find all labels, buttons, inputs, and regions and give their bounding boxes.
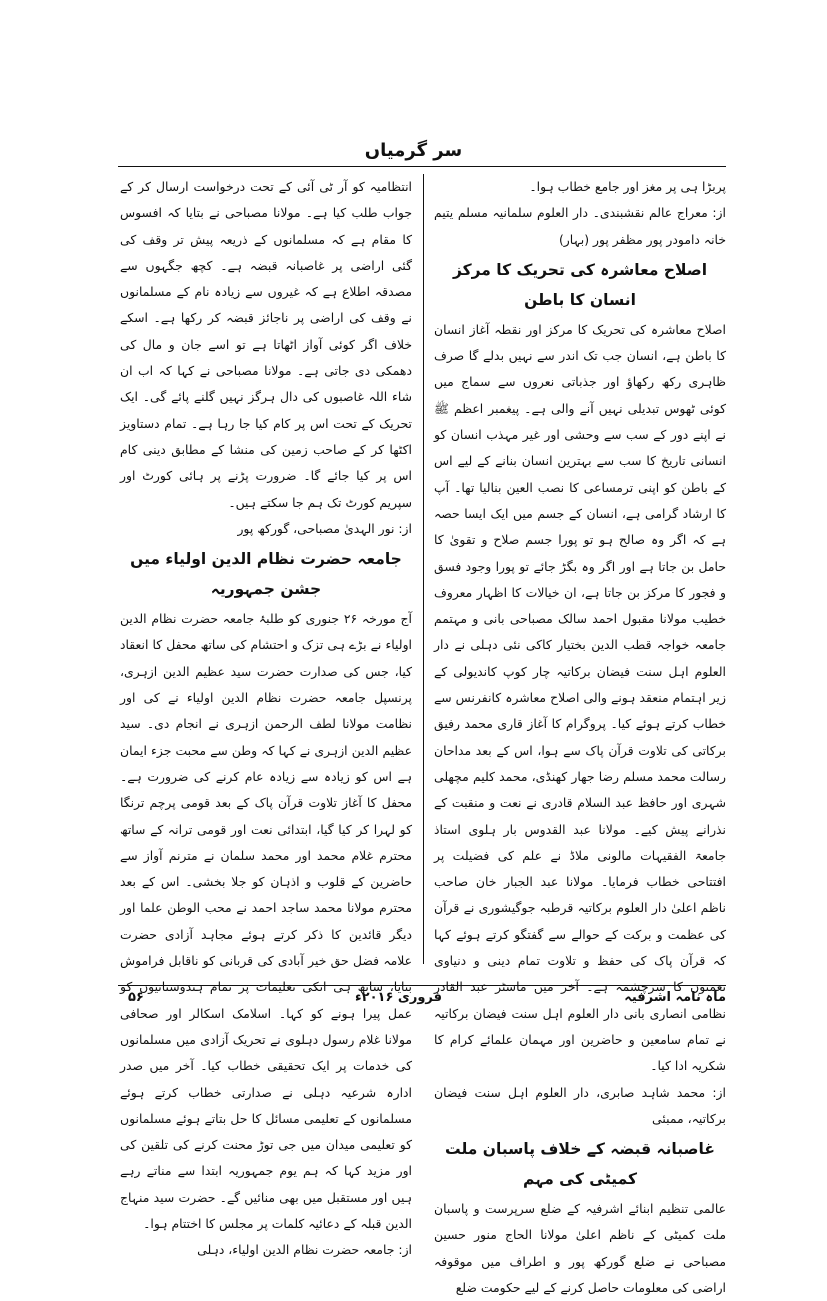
- article3-credit: از: جامعہ حضرت نظام الدین اولیاء، دہلی: [197, 1242, 412, 1258]
- continued-credit: از: نور الہدیٰ مصباحی، گورکھ پور: [237, 520, 412, 536]
- intro-line: پربڑا ہی پر مغز اور جامع خطاب ہوا۔: [529, 179, 726, 194]
- column-divider: [423, 174, 424, 964]
- article3-body: آج مورخہ ۲۶ جنوری کو طلبۂ جامعہ حضرت نظام الدین اولیاء نے بڑے ہی تزک و احتشام کی ساتھ محفل کا انعقاد کیا، جس کی صدارت حضرت سید عظیم الدین ازہری، پرنسپل جامعہ حضرت نظام الدین اولیاء نے کی اور نظامت مولانا لطف الرحمن ازہری نے انجام دی۔ سید عظیم الدین ازہری نے کہا کہ وطن سے محبت جزء ایمان ہے اس کو زیادہ سے زیادہ عام کرنے کی ضرورت ہے۔ محفل کا آغاز تلاوت قرآن پاک کے بعد قومی پرچم ترنگا کو لہرا کر کیا گیا، ابتدائی نعت اور قومی ترانہ کے ساتھ محترم غلام محمد اور محمد سلمان نے مترنم آواز سے حاضرین کے قلوب و اذہان کو جلا بخشی۔ اس کے بعد محترم مولانا محمد ساجد احمد نے محب الوطن علما اور دیگر قائدین کا ذکر کرتے ہوئے مجاہد آزادی حضرت علامہ فضل حق خیر آبادی کی قربانی کو ناقابل فراموش بتایا، ساتھ ہی انکی تعلیمات پر تمام ہندوستانیوں کو عمل پیرا ہونے کو کہا۔ اسلامک اسکالر اور صحافی مولانا غلام رسول دہلوی نے تحریک آزادی میں مسلمانوں کی خدمات پر ایک تحقیقی خطاب کیا۔ آخر میں صدر ادارہ شرعیہ دہلی نے صدارتی خطاب کرتے ہوئے مسلمانوں کے تعلیمی مسائل کا حل بتاتے ہوئے مسلمانوں کو تعلیمی میدان میں جی توڑ محنت کرنے کی تلقین کی اور مزید کہا کہ ہم یوم جمہوریہ ابتدا سے مناتے رہے ہیں اور مستقبل میں بھی منائیں گے۔ حضرت سید منہاج الدین قبلہ کے دعائیہ کلمات پر مجلس کا اختتام ہوا۔: [120, 611, 412, 1231]
- continued-text: انتظامیہ کو آر ٹی آئی کے تحت درخواست ارسال کر کے جواب طلب کیا ہے۔ مولانا مصباحی نے بتایا کہ افسوس کا مقام ہے کہ مسلمانوں کے ذریعہ پیش تر وقف کی گئی اراضی پر غاصبانہ قبضہ ہے۔ کچھ جگہوں سے مصدقہ اطلاع ہے کہ غیروں سے زیادہ نام کے مسلمانوں نے وقف کی اراضی پر ناجائز قبضہ کر رکھا ہے۔ اسکے خلاف اگر کوئی آواز اٹھاتا ہے تو اسے جان و مال کی دھمکی دی جاتی ہے۔ مولانا مصباحی نے کہا کہ اب ان شاء اللہ غاصبوں کی دال ہرگز نہیں گلنے پائے گی۔ ایک تحریک کے تحت اس پر کام کیا جا رہا ہے۔ تمام دستاویز اکٹھا کر کے صاحب زمین کی منشا کے مطابق دینی کام اس پر کیا جائے گا۔ ضرورت پڑنے پر ہائی کورٹ اور سپریم کورٹ تک ہم جا سکتے ہیں۔: [120, 179, 412, 510]
- article1-credit: از: محمد شاہد صابری، دار العلوم اہل سنت فیضان برکاتیہ، ممبئی: [434, 1084, 726, 1126]
- footer-divider: [118, 985, 726, 986]
- header-divider: [118, 166, 726, 167]
- magazine-name: ماہ نامہ اشرفیہ: [624, 990, 726, 1005]
- article2-body: عالمی تنظیم ابنائے اشرفیہ کے ضلع سرپرست و پاسبان ملت کمیٹی کے ناظم اعلیٰ مولانا الحاج منور حسین مصباحی نے ضلع گورکھ پور و اطراف میں موقوفہ اراضی کی معلومات حاصل کرنے کے لیے حکومت ضلع: [434, 1201, 726, 1295]
- page-title: سر گرمیاں: [364, 140, 463, 161]
- article1-body: اصلاح معاشرہ کی تحریک کا مرکز اور نقطہ آغاز انسان کا باطن ہے، انسان جب تک اندر سے نہیں بدلے گا صرف ظاہری رکھ رکھاؤ اور جذباتی نعروں سے سماج میں کوئی ٹھوس تبدیلی نہیں آنے والی ہے۔ پیغمبر اعظم ﷺ نے اپنے دور کے سب سے وحشی اور غیر مہذب انسان کو انسانی تاریخ کا سب سے بہترین انسان بنانے کے لیے اس کے باطن کو اپنی ترمساعی کا نصب العین بنالیا تھا۔ آپ کا ارشاد گرامی ہے، انسان کے جسم میں ایک ایسا حصہ ہے کہ اگر وہ صالح ہو تو پورا جسم صلاح و تقویٰ کا حامل بن جاتا ہے اور اگر وہ بگڑ جائے تو پورا وجود فسق و فجور کا مرکز بن جاتا ہے، ان خیالات کا اظہار معروف خطیب مولانا مقبول احمد سالک مصباحی بانی و مہتمم جامعہ خواجہ قطب الدین بختیار کاکی نئی دہلی نے دار العلوم اہل سنت فیضان برکاتیہ چار کوپ کاندیولی کے زیر اہتمام منعقد ہونے والی اصلاح معاشرہ کانفرنس سے خطاب کرتے ہوئے کیا۔ پروگرام کا آغاز قاری محمد رفیق برکاتی کی تلاوت قرآن پاک سے ہوا، اس کے بعد مداحان رسالت محمد مسلم رضا جھار کھنڈی، محمد کلیم مچھلی شہری اور حافظ عبد السلام قادری نے نعت و منقبت کے نذرانے پیش کیے۔ مولانا عبد القدوس بار ہلوی استاذ جامعۃ الفقیہات مالونی ملاڈ نے علم کی فضیلت پر افتتاحی خطاب فرمایا۔ مولانا عبد الجبار خان صاحب ناظم اعلیٰ دار العلوم برکاتیہ قرطبہ جوگیشوری نے قرآن کی عظمت و برکت کے حوالے سے گفتگو کرتے ہوئے کہا کہ قرآن پاک کی حفظ و تلاوت تمام دینی و دنیاوی نعمتوں کا سرچشمہ ہے۔ آخر میں ماسٹر عبد القادر نظامی انصاری بانی دار العلوم اہل سنت فیضان برکاتیہ نے تمام سامعین و حاضرین اور مہمان علمائے کرام کا شکریہ ادا کیا۔: [434, 321, 726, 1074]
- intro-credit: از: معراج عالم نقشبندی۔ دار العلوم سلمانیہ مسلم یتیم خانہ دامودر پور مظفر پور (بہار): [434, 205, 726, 247]
- page-number: ۵۶: [128, 990, 144, 1005]
- article2-heading: غاصبانہ قبضہ کے خلاف پاسبان ملت کمیٹی کی مہم: [445, 1140, 715, 1189]
- article1-heading: اصلاح معاشرہ کی تحریک کا مرکز انسان کا باطن: [452, 260, 708, 309]
- issue-date: فروری ۲۰۱۶ء: [355, 990, 443, 1005]
- article3-heading: جامعہ حضرت نظام الدین اولیاء میں جشن جمہوریہ: [130, 550, 402, 599]
